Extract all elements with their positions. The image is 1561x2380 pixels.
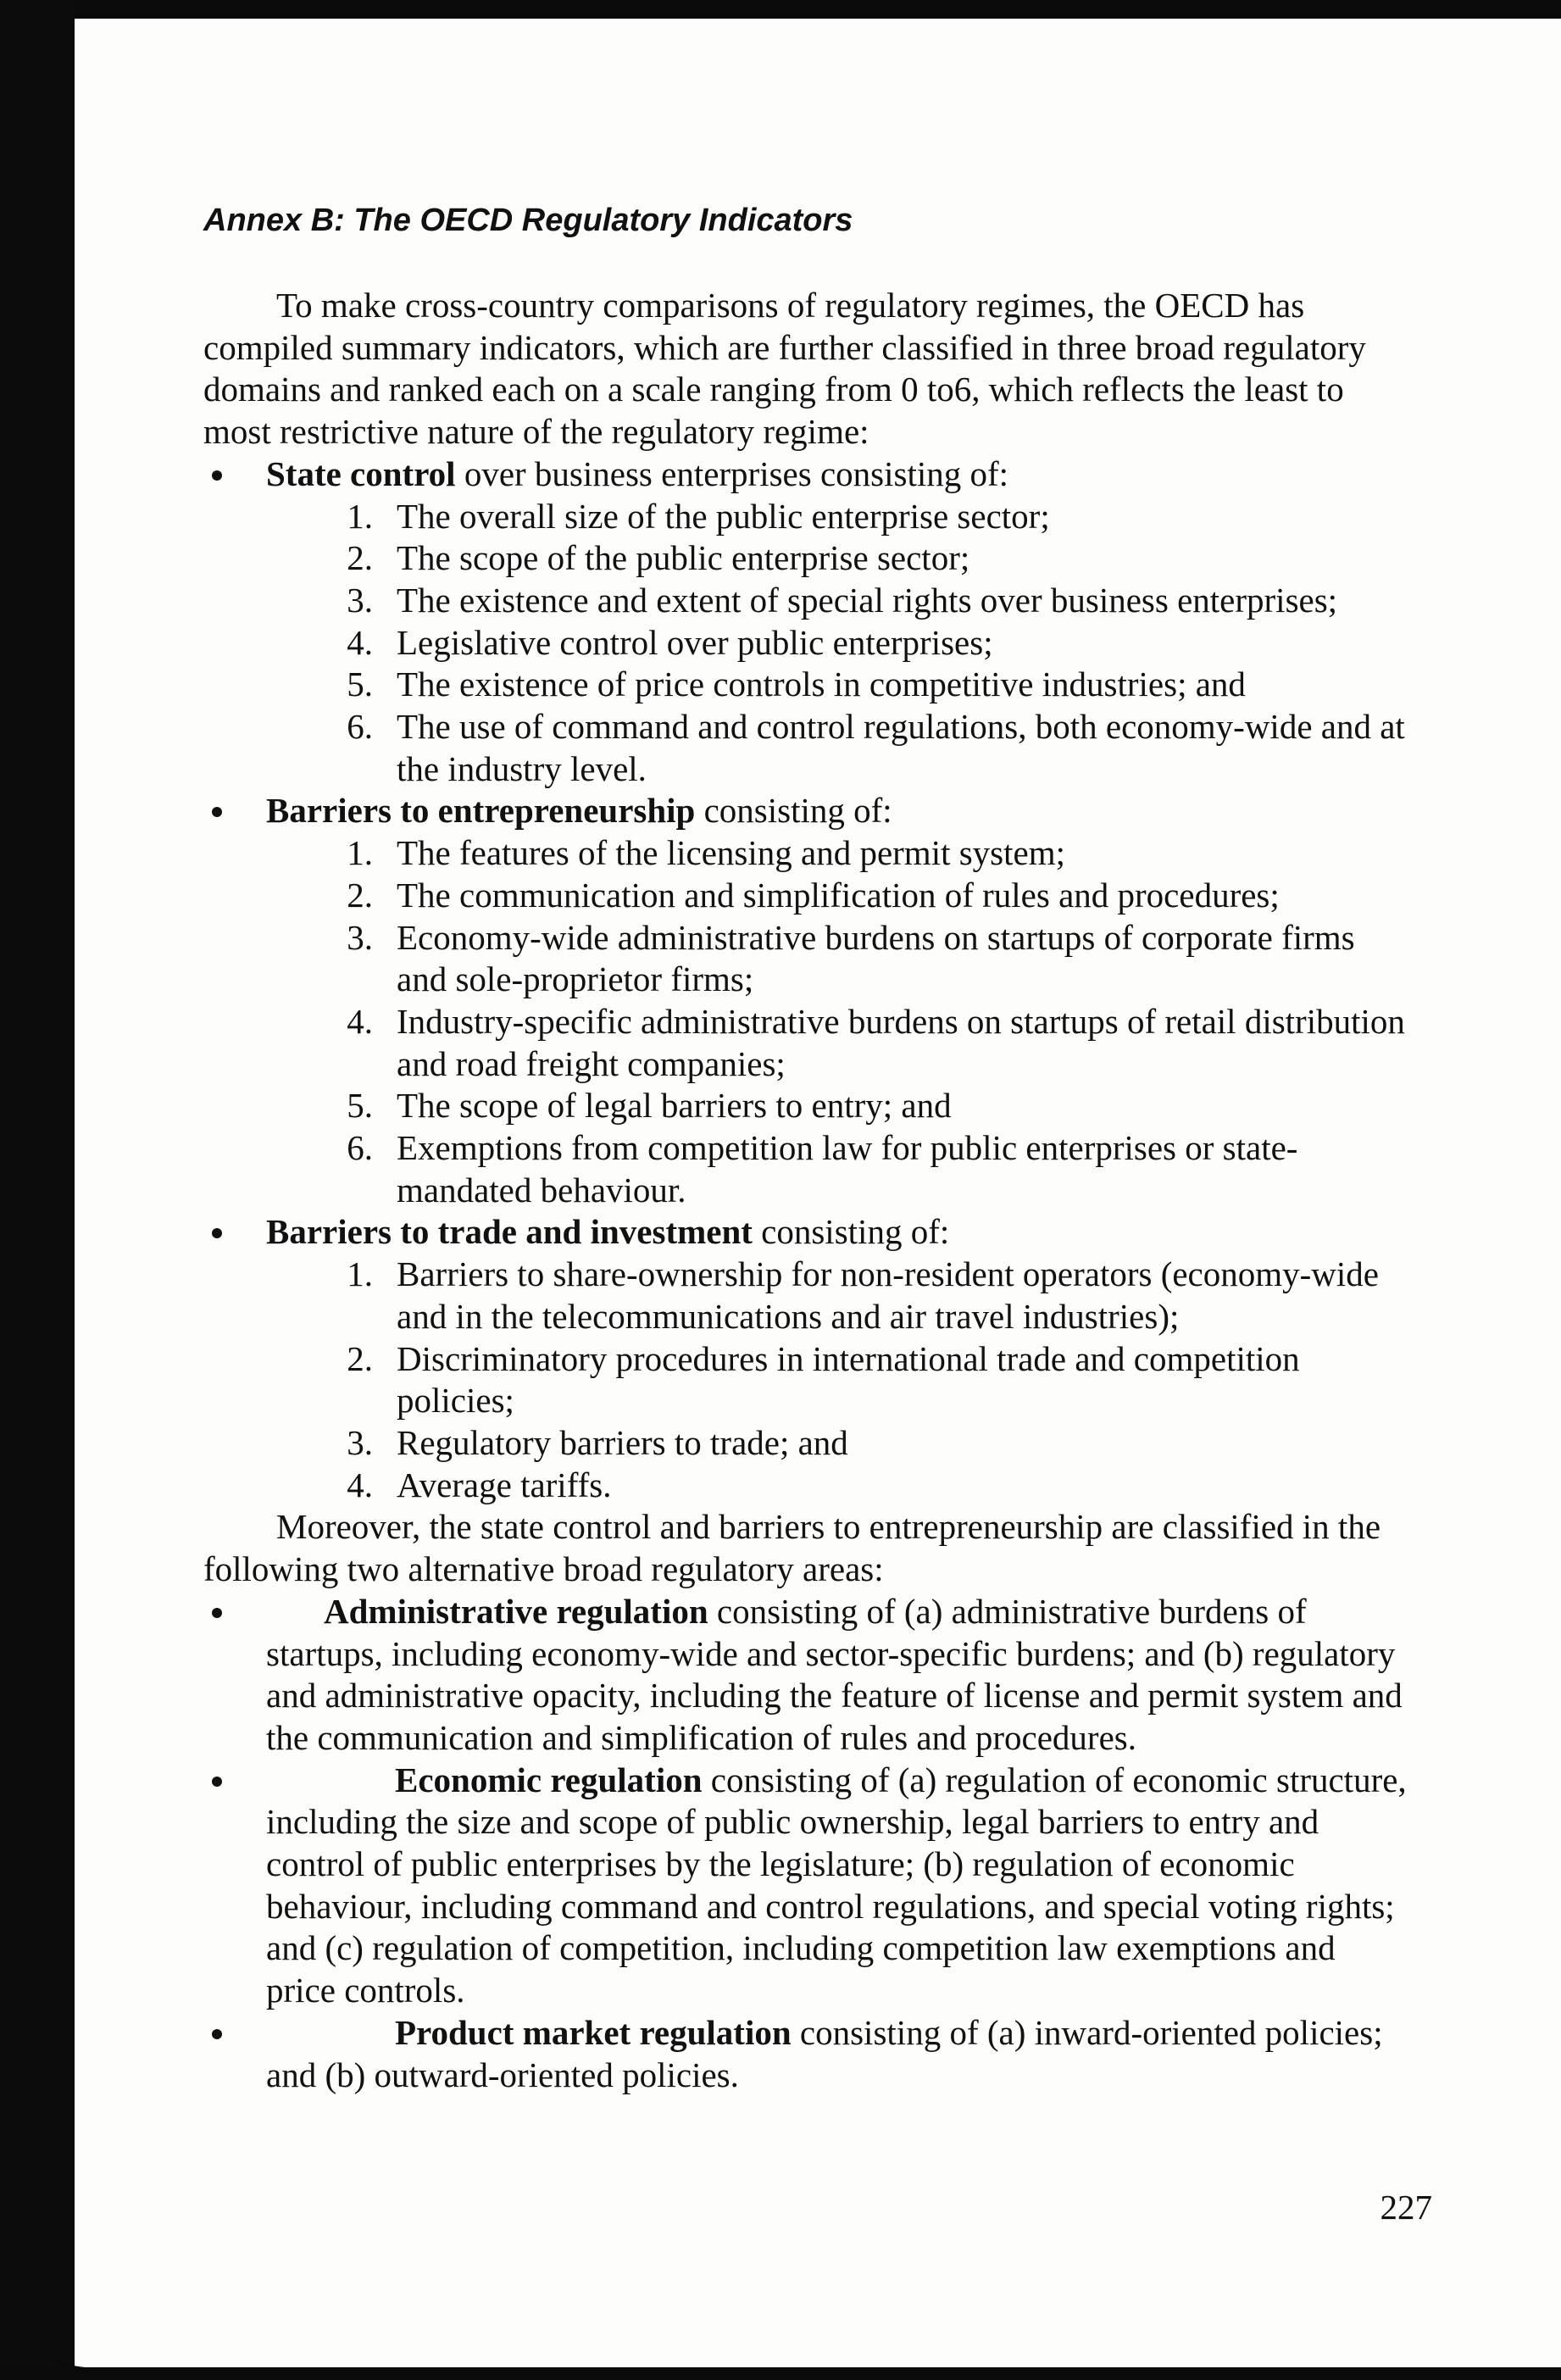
area-product-market-regulation xyxy=(203,2012,1407,2096)
item-text: Average tariffs. xyxy=(397,1465,612,1504)
document-page xyxy=(203,195,1407,2096)
list-item xyxy=(203,706,1407,790)
item-number: 2. xyxy=(347,875,373,915)
scan-left-border xyxy=(0,0,75,2380)
area-economic-regulation xyxy=(203,1760,1407,2012)
item-text: Legislative control over public enterprises; xyxy=(397,622,993,662)
area-text: consisting of (a) administrative burdens of startups, including economy-wide and sector-specific burdens; and (b) regulatory and administrative opacity, including the feature of license and permit system and the communication and simplification of rules and procedures. xyxy=(266,1591,1403,1757)
item-text: Economy-wide administrative burdens on startups of corporate firms and sole-proprietor firms; xyxy=(397,917,1355,999)
moreover-paragraph: Moreover, the state control and barriers to entrepreneurship are classified in the following two alternative broad regulatory areas: xyxy=(203,1507,1381,1589)
domain-title: State control xyxy=(266,453,456,493)
item-number: 2. xyxy=(347,1338,373,1378)
list-item xyxy=(203,832,1407,875)
item-number: 4. xyxy=(347,1001,373,1041)
item-text: Exemptions from competition law for public enterprises or state-mandated behaviour. xyxy=(397,1128,1298,1209)
list-item xyxy=(203,1465,1407,1507)
list-item xyxy=(203,1422,1407,1465)
intro-paragraph: To make cross-country comparisons of regulatory regimes, the OECD has compiled summary indicators, which are further classified in three broad regulatory domains and ranked each on a scale ranging from 0 to6, which reflects the least to most restrictive nature of the regulatory regime: xyxy=(203,286,1366,452)
area-title: Product market regulation xyxy=(395,2012,792,2052)
area-title: Administrative regulation xyxy=(324,1591,708,1631)
list-item xyxy=(203,496,1407,538)
domain-state-control xyxy=(203,453,1407,496)
area-text: consisting of (a) inward-oriented policies; and (b) outward-oriented policies. xyxy=(266,2012,1383,2094)
item-text: Industry-specific administrative burdens on startups of retail distribution and road freight companies; xyxy=(397,1001,1405,1083)
item-number: 4. xyxy=(347,1465,373,1504)
item-number: 4. xyxy=(347,622,373,662)
area-administrative-regulation xyxy=(203,1591,1407,1760)
item-text: The overall size of the public enterprise sector; xyxy=(397,496,1050,536)
list-item xyxy=(203,664,1407,706)
item-text: Barriers to share-ownership for non-resident operators (economy-wide and in the telecommunications and air travel industries); xyxy=(397,1254,1379,1336)
list-item xyxy=(203,1254,1407,1337)
list-item xyxy=(203,622,1407,665)
page-number: 227 xyxy=(1380,2188,1432,2227)
item-number: 6. xyxy=(347,707,373,747)
domain-suffix: consisting of: xyxy=(695,791,892,831)
list-item xyxy=(203,1085,1407,1127)
item-text: The scope of legal barriers to entry; and xyxy=(397,1086,952,1126)
item-text: The existence and extent of special rights over business enterprises; xyxy=(397,580,1338,620)
domain-title: Barriers to trade and investment xyxy=(266,1212,753,1252)
list-item xyxy=(203,580,1407,622)
scan-bottom-border xyxy=(0,2367,1561,2380)
area-title: Economic regulation xyxy=(395,1760,703,1799)
list-item xyxy=(203,537,1407,580)
list-item xyxy=(203,917,1407,1001)
item-number: 5. xyxy=(347,665,373,704)
list-item xyxy=(203,1127,1407,1211)
domain-suffix: consisting of: xyxy=(752,1212,950,1252)
item-number: 3. xyxy=(347,917,373,957)
item-text: The features of the licensing and permit system; xyxy=(397,833,1066,873)
domain-title: Barriers to entrepreneurship xyxy=(266,791,696,831)
item-text: The existence of price controls in competitive industries; and xyxy=(397,665,1246,704)
item-text: Regulatory barriers to trade; and xyxy=(397,1422,848,1462)
item-text: Discriminatory procedures in international trade and competition policies; xyxy=(397,1338,1300,1421)
domain-suffix: over business enterprises consisting of: xyxy=(455,453,1009,493)
item-number: 6. xyxy=(347,1128,373,1168)
item-text: The use of command and control regulations, both economy-wide and at the industry level. xyxy=(397,707,1405,788)
item-text: The communication and simplification of rules and procedures; xyxy=(397,875,1280,915)
item-number: 1. xyxy=(347,833,373,873)
list-item xyxy=(203,875,1407,917)
item-text: The scope of the public enterprise sector; xyxy=(397,538,970,578)
page-title: Annex B: The OECD Regulatory Indicators xyxy=(203,203,853,238)
item-number: 1. xyxy=(347,496,373,536)
area-text: consisting of (a) regulation of economic structure, including the size and scope of public ownership, legal barriers to entry and control of public enterprises by the legislature; (b) regulation of economic behaviour, including command and control regulations, and special voting rights; and (c) regulation of competition, including competition law exemptions and price controls. xyxy=(266,1760,1407,2010)
domain-barriers-entrepreneurship xyxy=(203,790,1407,832)
list-item xyxy=(203,1338,1407,1422)
item-number: 2. xyxy=(347,538,373,578)
item-number: 3. xyxy=(347,580,373,620)
item-number: 1. xyxy=(347,1254,373,1294)
item-number: 5. xyxy=(347,1086,373,1126)
scan-top-border xyxy=(0,0,1561,19)
item-number: 3. xyxy=(347,1422,373,1462)
list-item xyxy=(203,1001,1407,1085)
domain-barriers-trade xyxy=(203,1211,1407,1254)
